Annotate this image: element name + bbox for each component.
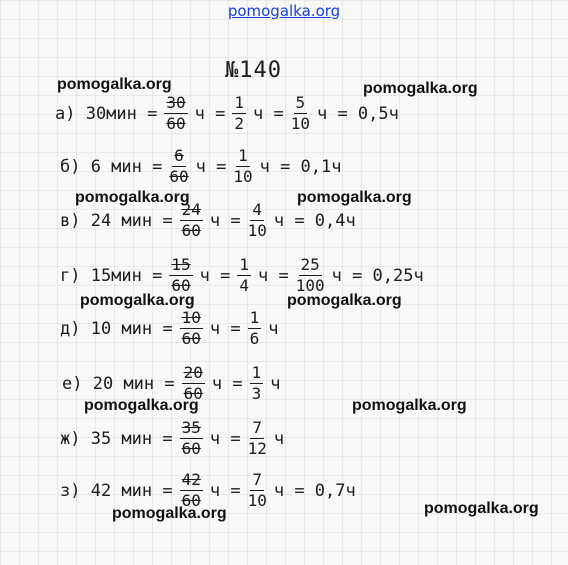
site-link[interactable]: pomogalka.org xyxy=(227,2,341,20)
fraction-numerator: 5 xyxy=(295,93,306,112)
fraction xyxy=(180,310,203,347)
equals-sign: ч = xyxy=(199,265,231,286)
fraction xyxy=(248,310,262,347)
equation-result: ч = 0,4ч xyxy=(273,210,356,231)
equation-result: ч xyxy=(270,373,281,394)
equation-line xyxy=(60,202,356,239)
fraction xyxy=(248,472,267,509)
fraction xyxy=(169,148,188,185)
watermark: pomogalka.org xyxy=(84,397,199,414)
equation-line xyxy=(55,95,399,132)
fraction-denominator: 60 xyxy=(183,384,203,403)
fraction xyxy=(180,420,203,457)
equation-line xyxy=(60,310,278,347)
fraction xyxy=(233,148,252,185)
equation-label: б) 6 мин = xyxy=(60,156,163,177)
fraction-numerator: 25 xyxy=(300,255,320,274)
equation-line xyxy=(60,472,356,509)
fraction-numerator: 24 xyxy=(181,200,201,219)
fraction-denominator: 60 xyxy=(169,167,189,186)
watermark: pomogalka.org xyxy=(297,189,412,206)
fraction-numerator: 1 xyxy=(239,255,249,274)
fraction-numerator: 1 xyxy=(249,308,260,327)
equals-sign: ч = xyxy=(209,480,241,501)
fraction-denominator: 60 xyxy=(181,439,201,458)
watermark: pomogalka.org xyxy=(287,292,402,309)
exercise-number: №140 xyxy=(225,58,282,83)
fraction-numerator: 4 xyxy=(252,200,263,219)
fraction-denominator: 60 xyxy=(181,221,201,240)
fraction xyxy=(237,257,251,294)
fraction-denominator: 10 xyxy=(247,221,267,240)
fraction-numerator: 10 xyxy=(181,308,201,327)
fraction-numerator: 35 xyxy=(181,418,201,437)
fraction-denominator: 10 xyxy=(233,167,253,186)
equation-label: з) 42 мин = xyxy=(60,480,173,501)
equation-line xyxy=(62,365,280,402)
fraction xyxy=(169,257,192,294)
watermark: pomogalka.org xyxy=(75,189,190,206)
equation-result: ч xyxy=(268,318,279,339)
fraction-denominator: 6 xyxy=(249,329,260,348)
equation-line xyxy=(60,420,284,457)
fraction-denominator: 3 xyxy=(251,384,262,403)
fraction xyxy=(164,95,187,132)
watermark: pomogalka.org xyxy=(352,397,467,414)
equals-sign: ч = xyxy=(252,103,284,124)
fraction xyxy=(250,365,264,402)
equals-sign: ч = xyxy=(211,373,243,394)
equals-sign: ч = xyxy=(195,156,227,177)
fraction-denominator: 12 xyxy=(247,439,267,458)
equation-label: е) 20 мин = xyxy=(62,373,175,394)
equation-label: г) 15мин = xyxy=(60,265,163,286)
fraction-numerator: 20 xyxy=(183,363,203,382)
fraction xyxy=(291,95,310,132)
fraction xyxy=(180,202,203,239)
fraction-denominator: 2 xyxy=(234,114,244,133)
equation-result: ч = 0,1ч xyxy=(259,156,342,177)
fraction-numerator: 1 xyxy=(234,93,244,112)
fraction-numerator: 15 xyxy=(171,255,191,274)
fraction-denominator: 100 xyxy=(295,276,325,295)
fraction xyxy=(248,420,267,457)
equation-line xyxy=(60,257,424,294)
fraction-numerator: 7 xyxy=(252,470,263,489)
fraction xyxy=(182,365,205,402)
fraction xyxy=(232,95,246,132)
equation-label: д) 10 мин = xyxy=(60,318,173,339)
equals-sign: ч = xyxy=(209,210,241,231)
fraction-numerator: 1 xyxy=(251,363,262,382)
fraction-denominator: 60 xyxy=(171,276,191,295)
fraction-numerator: 42 xyxy=(181,470,201,489)
fraction-denominator: 60 xyxy=(181,491,201,510)
fraction-denominator: 10 xyxy=(290,114,310,133)
fraction-denominator: 10 xyxy=(247,491,267,510)
equals-sign: ч = xyxy=(209,318,241,339)
fraction-denominator: 60 xyxy=(166,114,186,133)
fraction xyxy=(180,472,203,509)
equation-label: ж) 35 мин = xyxy=(60,428,173,449)
fraction-denominator: 60 xyxy=(181,329,201,348)
equation-result: ч xyxy=(273,428,285,449)
fraction-denominator: 4 xyxy=(239,276,249,295)
equals-sign: ч = xyxy=(194,103,226,124)
watermark: pomogalka.org xyxy=(363,80,478,97)
fraction xyxy=(248,202,267,239)
watermark: pomogalka.org xyxy=(80,292,195,309)
equation-result: ч = 0,7ч xyxy=(273,480,356,501)
fraction-numerator: 30 xyxy=(166,93,186,112)
equation-label: а) 30мин = xyxy=(55,103,158,124)
equation-line xyxy=(60,148,342,185)
equation-result: ч = 0,5ч xyxy=(316,103,399,124)
fraction-numerator: 7 xyxy=(252,418,263,437)
equals-sign: ч = xyxy=(209,428,241,449)
watermark: pomogalka.org xyxy=(57,76,172,93)
fraction xyxy=(296,257,325,294)
equation-label: в) 24 мин = xyxy=(60,210,173,231)
watermark: pomogalka.org xyxy=(424,500,539,517)
fraction-numerator: 1 xyxy=(238,146,248,165)
watermark: pomogalka.org xyxy=(112,505,227,522)
fraction-numerator: 6 xyxy=(174,146,184,165)
equals-sign: ч = xyxy=(257,265,289,286)
equation-result: ч = 0,25ч xyxy=(331,265,424,286)
